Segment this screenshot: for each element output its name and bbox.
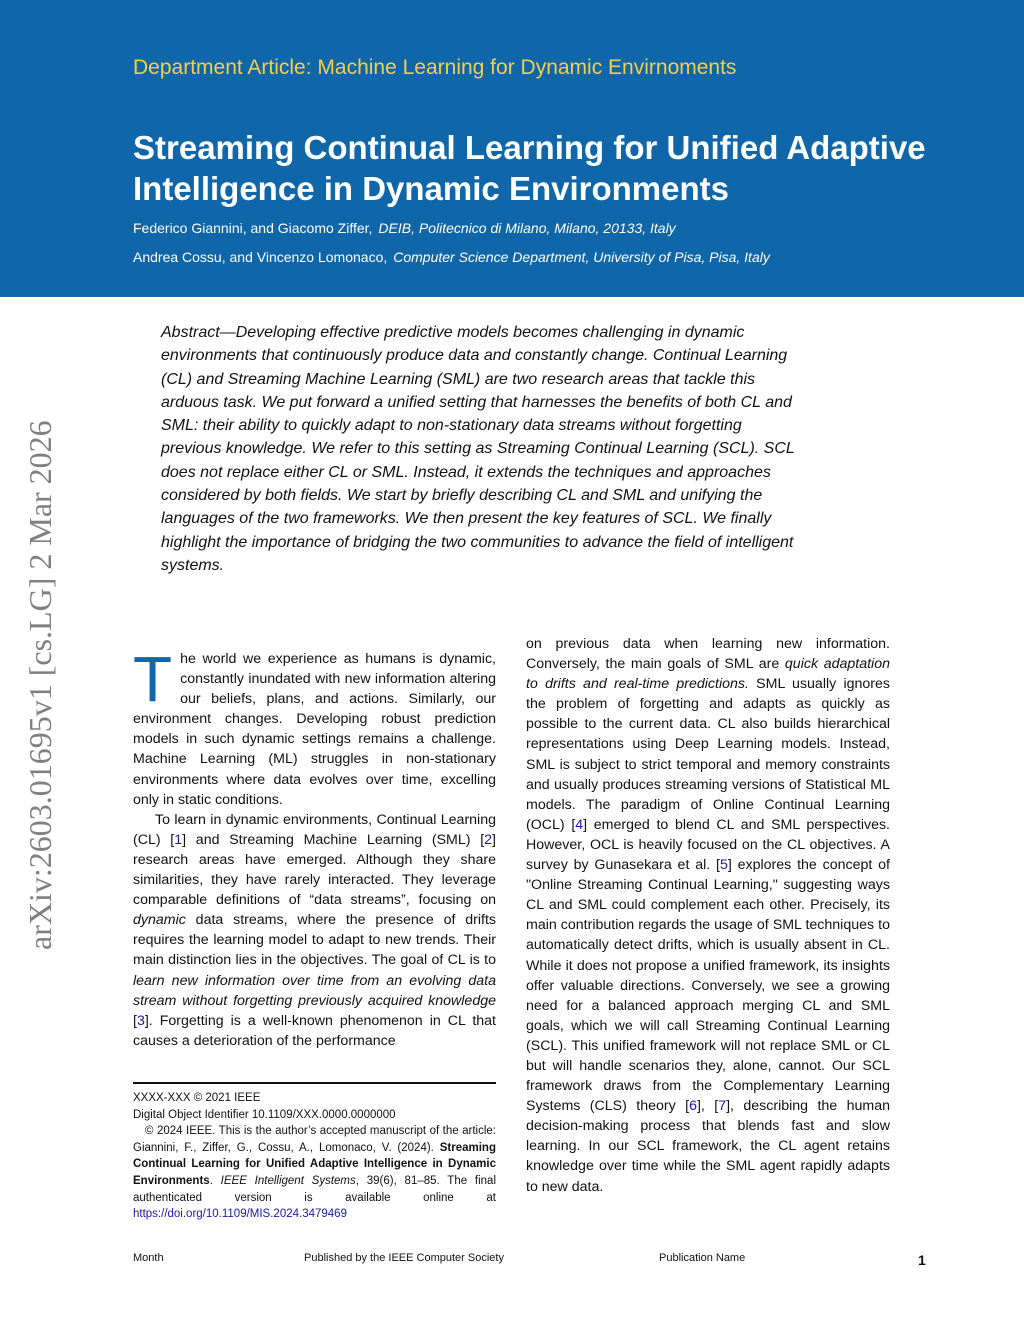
footer-publication-name: Publication Name [659, 1252, 746, 1264]
citation-link[interactable]: 5 [719, 857, 728, 874]
department-label: Department Article: Machine Learning for Dynamic Envirnoments [133, 56, 737, 79]
citation-link[interactable]: 3 [136, 1012, 145, 1029]
article-title: Streaming Continual Learning for Unified Adaptive Intelligence in Dynamic Environments [133, 129, 926, 207]
drop-cap: T [133, 643, 173, 715]
arxiv-identifier: arXiv:2603.01695v1 [cs.LG] 2 Mar 2026 [22, 420, 58, 950]
citation-link[interactable]: 7 [718, 1098, 727, 1115]
body-paragraph-1: The world we experience as humans is dynamic, constantly inundated with new information altering our beliefs, plans, and actions. Similarly, our environment changes. Developing robust prediction models in such dynamic settings remains a challenge. Machine Learning (ML) struggles in non-stationary environments where data evolves over time, excelling only in static conditions. [133, 643, 496, 808]
footnote [133, 1090, 496, 1223]
citation-link[interactable]: 1 [174, 831, 183, 848]
abstract [161, 321, 801, 577]
author-affiliation: DEIB, Politecnico di Milano, Milano, 20133, Italy [378, 220, 676, 236]
body-paragraph-3: on previous data when learning new information. Conversely, the main goals of SML are quick adaptation to drifts and real-time predictions. SML usually ignores the problem of forgetting and adapts as quickly as possible to the current data. CL also builds hierarchical representations using Deep Learning models. Instead, SML is subject to strict temporal and memory constraints and usually produces streaming versions of Statistical ML models. The paradigm of Online Continual Learning (OCL) [4] emerged to blend CL and SML perspectives. However, OCL is heavily focused on the CL objectives. A survey by Gunasekara et al. [5] explores the concept of "Online Streaming Continual Learning," suggesting ways CL and SML could complement each other. Precisely, its main contribution regards the usage of SML techniques to automatically detect drifts, which is usually absent in CL. While it does not propose a unified framework, its insights offer valuable directions. Conversely, we see a growing need for a balanced approach merging CL and SML goals, which we will call Streaming Continual Learning (SCL). This unified framework will not replace SML or CL but will handle scenarios they, alone, cannot. Our SCL framework draws from the Complementary Learning Systems (CLS) theory [6], [7], describing the human decision-making process that blends fast and slow learning. In our SCL framework, the CL agent retains knowledge over time while the SML agent rapidly adapts to new data. [526, 636, 890, 1195]
footer-month: Month [133, 1252, 164, 1264]
footer-publisher: Published by the IEEE Computer Society [304, 1252, 504, 1264]
author-line-2 [133, 249, 770, 265]
citation-link[interactable]: 4 [575, 816, 584, 833]
citation-link[interactable]: 2 [484, 831, 493, 848]
footnote-divider [133, 1082, 496, 1084]
article-header [0, 0, 1024, 297]
citation-link[interactable]: 6 [689, 1098, 697, 1115]
author-line-1 [133, 220, 676, 236]
doi-link[interactable]: https://doi.org/10.1109/MIS.2024.3479469 [133, 1208, 347, 1221]
abstract-text: Abstract—Developing effective predictive models becomes challenging in dynamic environments that continuously produce data and constantly change. Continual Learning (CL) and Streaming Machine Learning (SML) are two research areas that tackle this arduous task. We put forward a unified setting that harnesses the benefits of both CL and SML: their ability to quickly adapt to non-stationary data streams without forgetting previous knowledge. We refer to this setting as Streaming Continual Learning (SCL). SCL does not replace either CL or SML. Instead, it extends the techniques and approaches considered by both fields. We start by briefly describing CL and SML and unifying the languages of the two frameworks. We then present the key features of SCL. We finally highlight the importance of bridging the two communities to advance the field of intelligent systems. [161, 324, 795, 574]
author-affiliation: Computer Science Department, University of Pisa, Pisa, Italy [393, 249, 770, 265]
doi-line: Digital Object Identifier 10.1109/XXX.0000.0000000 [133, 1108, 396, 1121]
manuscript-note: © 2024 IEEE. This is the author’s accepted manuscript of the article: Giannini, F., Ziffer, G., Cossu, A., Lomonaco, V. (2024). Streaming Continual Learning for Unified Adaptive Intelligence in Dynamic Environments. IEEE Intelligent Systems, 39(6), 81–85. The final authenticated version is available online at https://doi.org/10.1109/MIS.2024.3479469 [133, 1125, 497, 1221]
page-number: 1 [918, 1252, 926, 1268]
body-paragraph-2: To learn in dynamic environments, Continual Learning (CL) [1] and Streaming Machine Learning (SML) [2] research areas have emerged. Although they share similarities, they have rarely interacted. They leverage comparable definitions of “data streams”, focusing on dynamic data streams, where the presence of drifts requires the learning model to adapt to new trends. Their main distinction lies in the objectives. The goal of CL is to learn new information over time from an evolving data stream without forgetting previously acquired knowledge [3]. Forgetting is a well-known phenomenon in CL that causes a deterioration of the performance [133, 811, 496, 1049]
copyright-line: XXXX-XXX © 2021 IEEE [133, 1092, 261, 1104]
body-column-right [526, 634, 890, 1197]
body-column-left [133, 643, 496, 1051]
author-names: Federico Giannini, and Giacomo Ziffer, [133, 220, 373, 236]
author-names: Andrea Cossu, and Vincenzo Lomonaco, [133, 249, 388, 265]
